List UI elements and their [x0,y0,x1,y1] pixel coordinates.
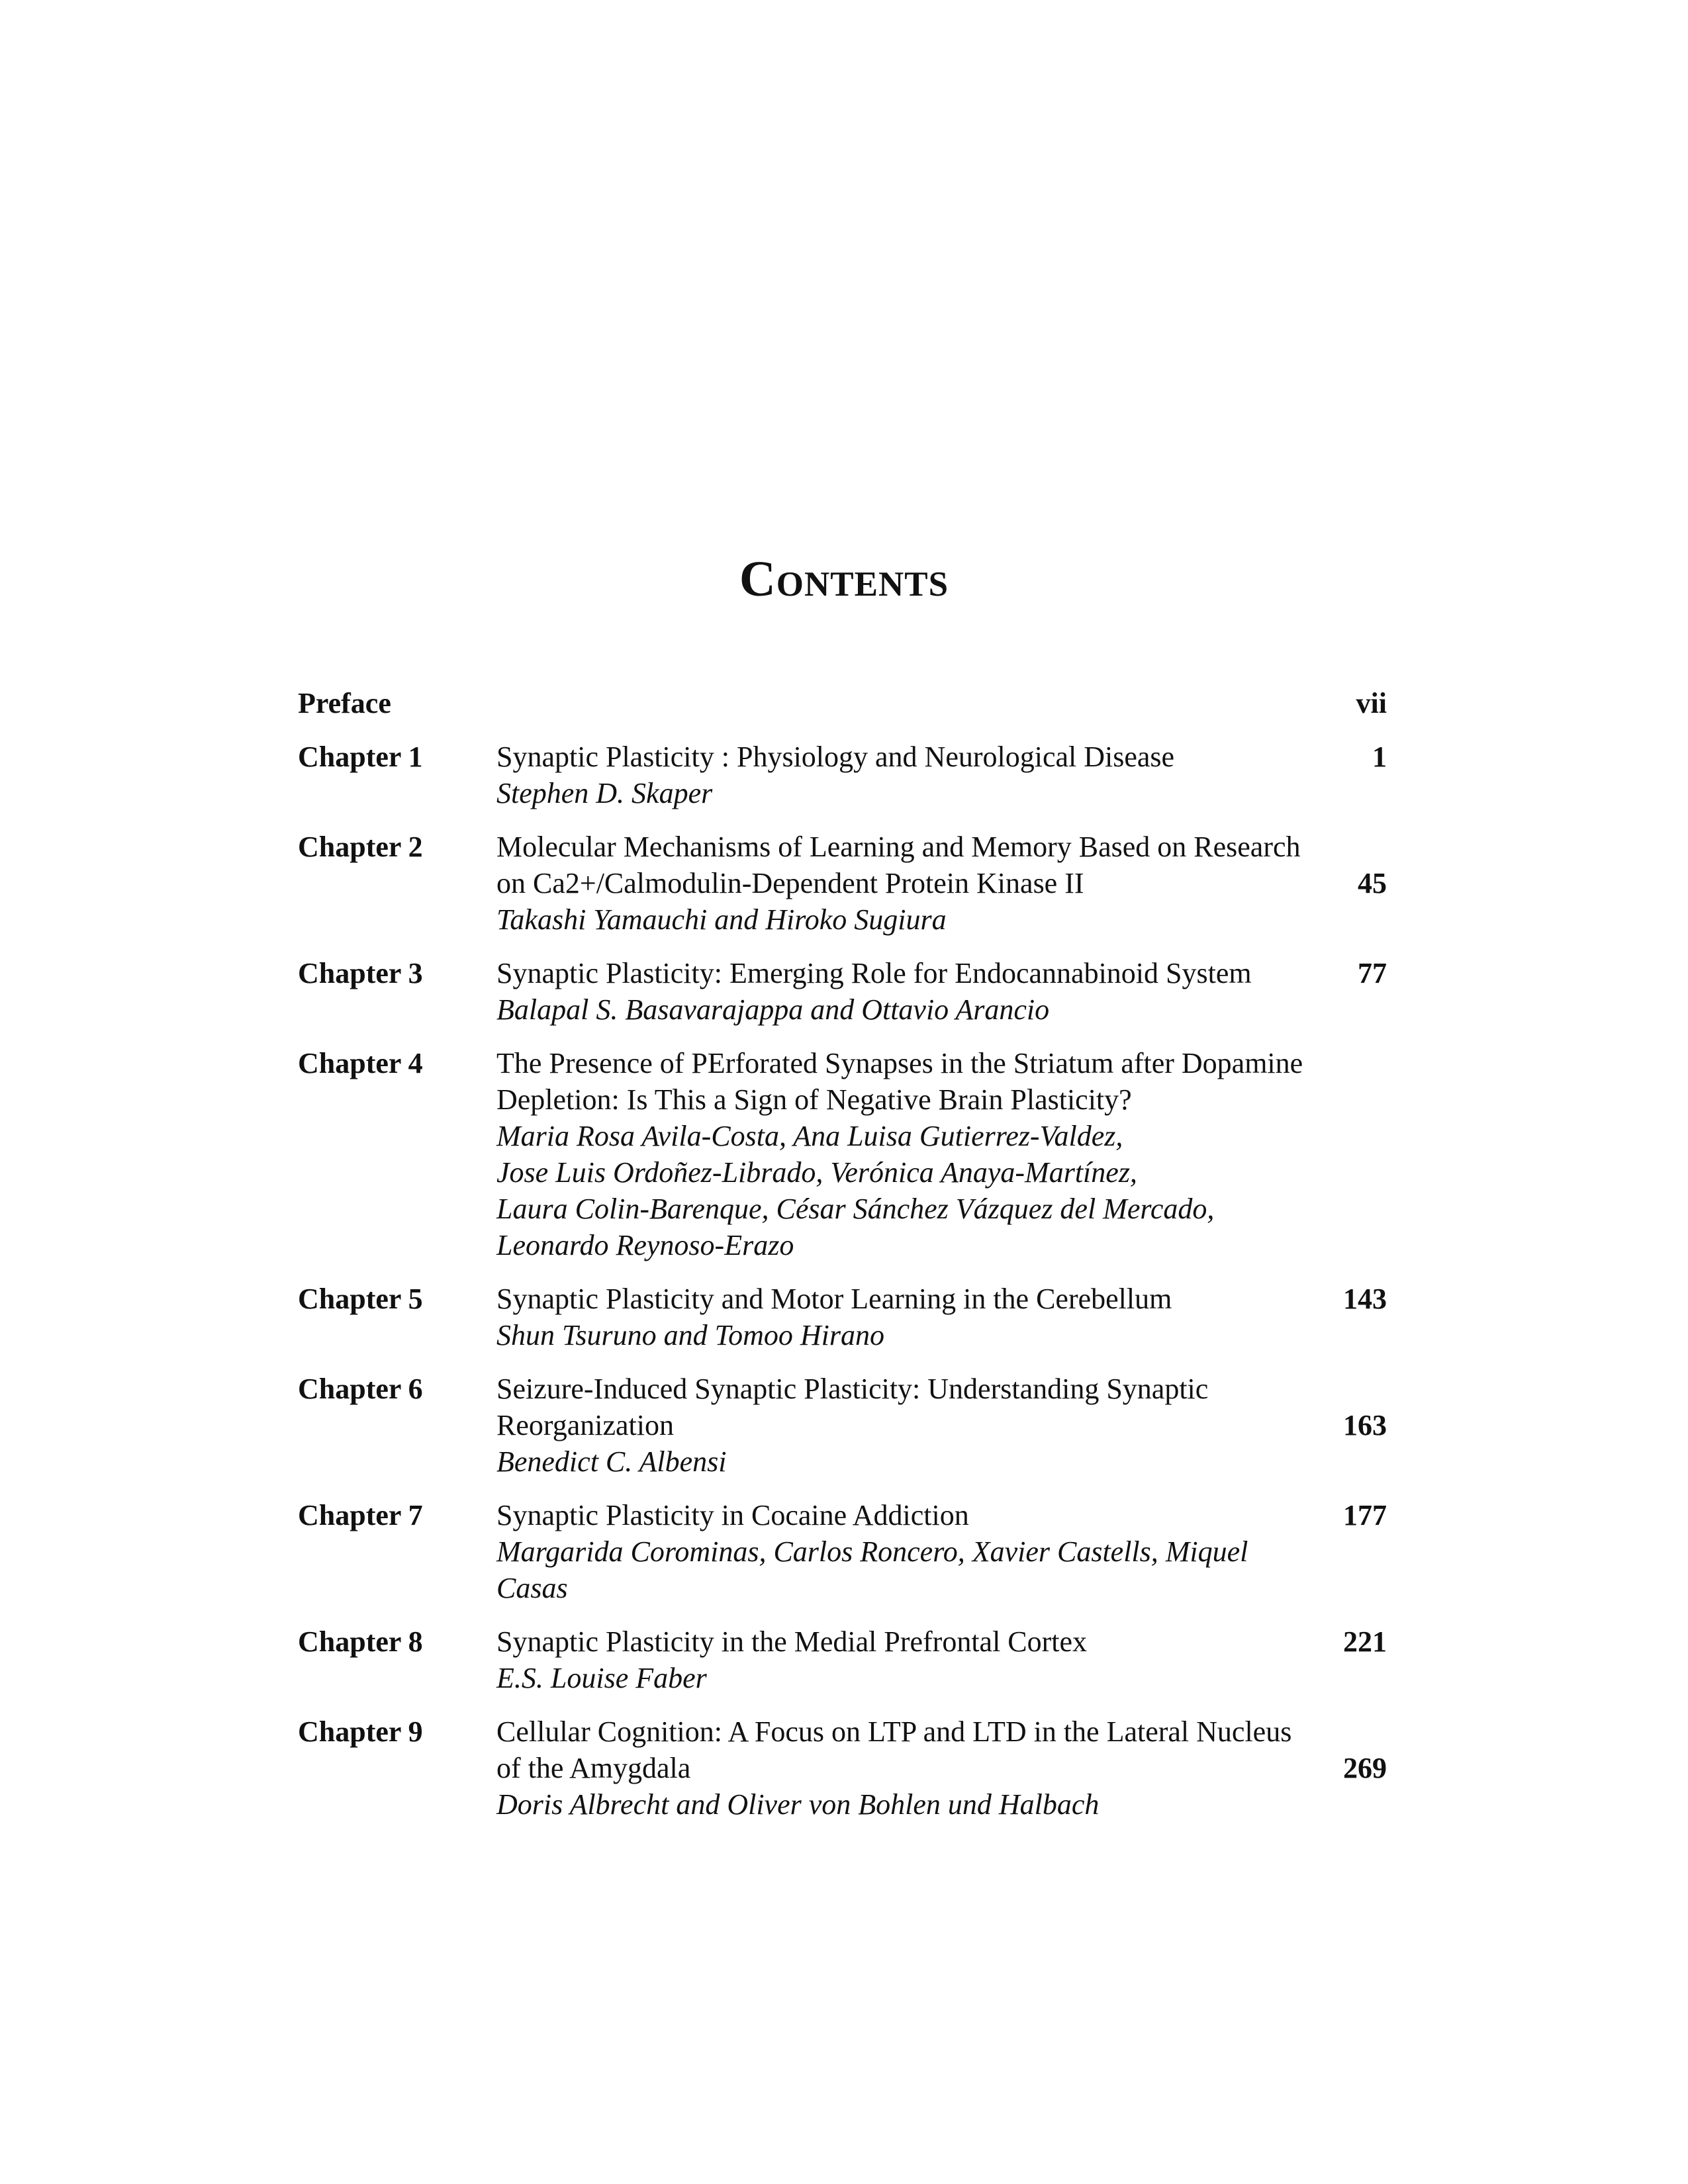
toc-entry-chapter-1 [298,739,1387,811]
chapter-page-number: 143 [1343,1283,1387,1315]
chapter-label: Chapter 5 [298,1283,423,1315]
chapter-body [496,1623,1314,1696]
chapter-title-line: of the Amygdala [496,1752,691,1784]
chapter-body [496,739,1314,811]
chapter-authors-line: Doris Albrecht and Oliver von Bohlen und Halbach [496,1788,1100,1821]
chapter-page-number: 163 [1343,1409,1387,1441]
chapter-title-line: Synaptic Plasticity and Motor Learning in the Cerebellum [496,1283,1172,1315]
chapter-title-line: Cellular Cognition: A Focus on LTP and LTD in the Lateral Nucleus [496,1715,1292,1748]
chapter-body [496,1713,1314,1823]
chapter-label: Chapter 8 [298,1625,423,1658]
chapter-authors-line: E.S. Louise Faber [496,1662,707,1694]
chapter-label: Chapter 2 [298,831,423,863]
chapter-page-number: 177 [1343,1499,1387,1531]
toc-entry-chapter-8 [298,1623,1387,1696]
chapter-body [496,829,1314,938]
chapter-title-line: The Presence of PErforated Synapses in the Striatum after Dopamine [496,1047,1303,1079]
chapter-authors-line: Margarida Corominas, Carlos Roncero, Xavier Castells, Miquel Casas [496,1535,1248,1604]
chapter-title-line: Depletion: Is This a Sign of Negative Brain Plasticity? [496,1083,1132,1116]
toc-entry-chapter-3 [298,955,1387,1028]
chapter-body [496,1497,1314,1606]
chapter-body [496,955,1314,1028]
chapter-label: Chapter 3 [298,957,423,989]
preface-page-number: vii [1356,687,1387,719]
chapter-body [496,1045,1314,1263]
preface-label: Preface [298,687,391,719]
toc-entry-chapter-7 [298,1497,1387,1606]
chapter-title-line: Seizure-Induced Synaptic Plasticity: Understanding Synaptic [496,1373,1209,1405]
chapter-label: Chapter 7 [298,1499,423,1531]
chapter-label: Chapter 6 [298,1373,423,1405]
chapter-title-line: Synaptic Plasticity in the Medial Prefrontal Cortex [496,1625,1088,1658]
toc-entry-chapter-9 [298,1713,1387,1823]
chapter-title-line: Synaptic Plasticity: Emerging Role for Endocannabinoid System [496,957,1252,989]
chapter-authors-line: Laura Colin-Barenque, César Sánchez Vázquez del Mercado, [496,1193,1215,1225]
toc-entry-chapter-5 [298,1281,1387,1353]
chapter-label: Chapter 4 [298,1047,423,1079]
chapter-page-number: 1 [1372,741,1387,773]
chapter-body [496,1371,1314,1480]
chapter-title-line: Reorganization [496,1409,674,1441]
chapter-title-line: Synaptic Plasticity in Cocaine Addiction [496,1499,969,1531]
chapter-authors-line: Balapal S. Basavarajappa and Ottavio Arancio [496,993,1050,1026]
chapter-title-line: on Ca2+/Calmodulin-Dependent Protein Kinase II [496,867,1084,899]
chapter-page-number: 45 [1358,867,1387,899]
chapter-label: Chapter 1 [298,741,423,773]
chapter-authors-line: Benedict C. Albensi [496,1445,727,1478]
chapter-page-number: 269 [1343,1752,1387,1784]
chapter-authors-line: Stephen D. Skaper [496,777,713,809]
page-title: Contents [739,551,949,607]
table-of-contents [298,685,1387,1840]
chapter-authors-line: Leonardo Reynoso-Erazo [496,1229,794,1261]
chapter-page-number: 77 [1358,957,1387,989]
toc-entry-chapter-6 [298,1371,1387,1480]
chapter-authors-line: Takashi Yamauchi and Hiroko Sugiura [496,903,947,936]
chapter-page-number: 221 [1343,1625,1387,1658]
toc-entry-preface [298,685,1387,721]
chapter-title-line: Synaptic Plasticity : Physiology and Neurological Disease [496,741,1175,773]
toc-entry-chapter-2 [298,829,1387,938]
chapter-authors-line: Shun Tsuruno and Tomoo Hirano [496,1319,885,1351]
chapter-authors-line: Maria Rosa Avila-Costa, Ana Luisa Gutierrez-Valdez, [496,1120,1123,1152]
chapter-body [496,1281,1314,1353]
chapter-authors-line: Jose Luis Ordoñez-Librado, Verónica Anaya-Martínez, [496,1156,1137,1189]
chapter-title-line: Molecular Mechanisms of Learning and Memory Based on Research [496,831,1301,863]
chapter-label: Chapter 9 [298,1715,423,1748]
toc-entry-chapter-4 [298,1045,1387,1263]
